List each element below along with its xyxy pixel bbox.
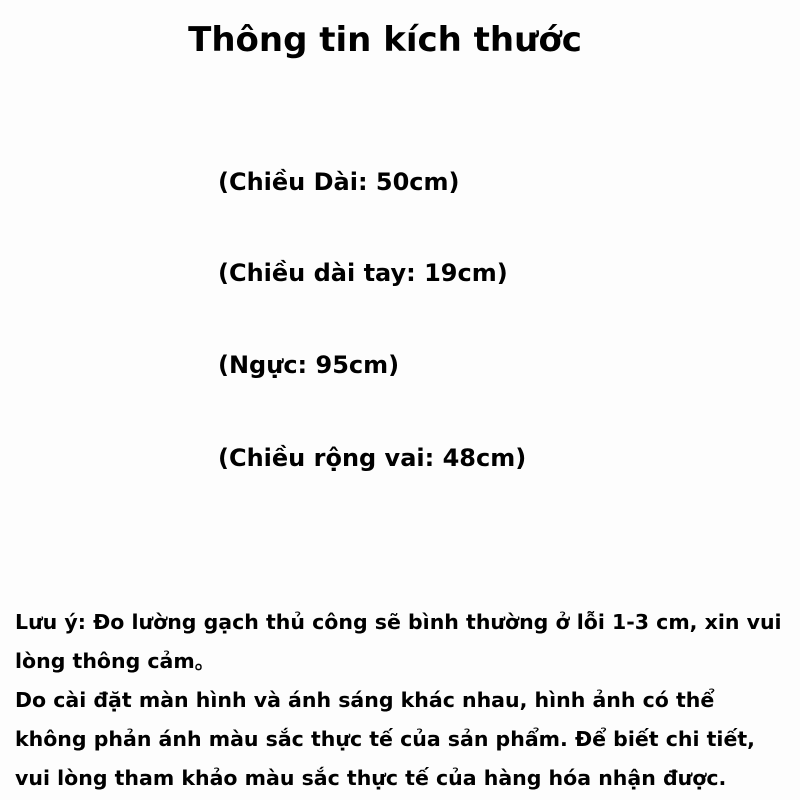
page-title: Thông tin kích thước — [188, 20, 582, 60]
spec-chest: (Ngực: 95cm) — [218, 351, 400, 379]
spec-shoulder-width: (Chiều rộng vai: 48cm) — [218, 444, 527, 472]
spec-length: (Chiều Dài: 50cm) — [218, 168, 460, 196]
measurement-note — [15, 603, 790, 798]
spec-sleeve-length: (Chiều dài tay: 19cm) — [218, 259, 508, 287]
note-paragraph-measurement: Lưu ý: Đo lường gạch thủ công sẽ bình thường ở lỗi 1-3 cm, xin vui lòng thông cảm。 — [15, 610, 782, 673]
note-paragraph-color: Do cài đặt màn hình và ánh sáng khác nhau, hình ảnh có thể không phản ánh màu sắc thực tế của sản phẩm. Để biết chi tiết, vui lòng tham khảo màu sắc thực tế của hàng hóa nhận được. — [15, 688, 755, 790]
